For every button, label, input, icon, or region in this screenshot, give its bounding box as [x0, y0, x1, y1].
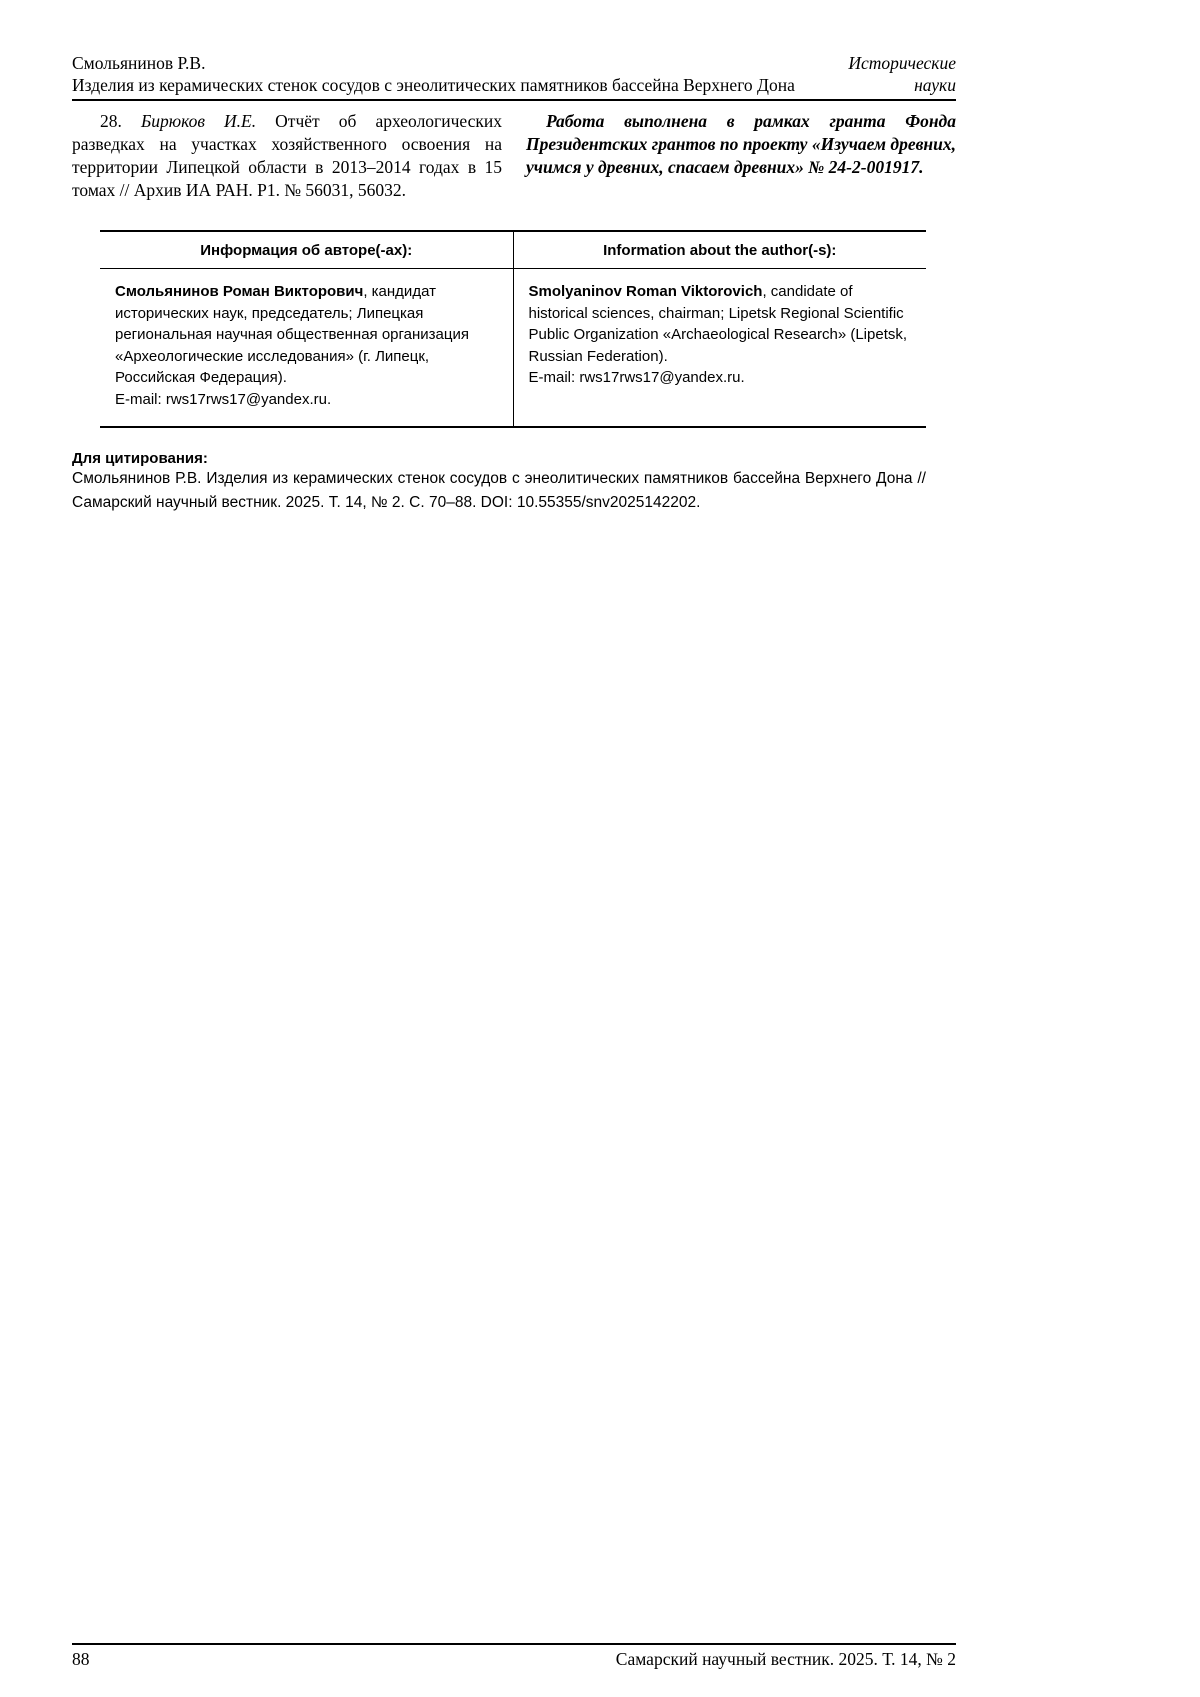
author-bio-en	[529, 281, 912, 367]
citation-text: Смольянинов Р.В. Изделия из керамических стенок сосудов с энеолитических памятников бассейна Верхнего Дона // Самарский научный вестник. 2025. Т. 14, № 2. С. 70–88. DOI: 10.55355/snv2025142202.	[72, 470, 926, 511]
authors-table-header-ru: Информация об авторе(-ах):	[100, 232, 514, 268]
author-name-en: Smolyaninov Roman Viktorovich	[528, 283, 763, 300]
running-head-title: Изделия из керамических стенок сосудов с энеолитических памятников бассейна Верхнего Дона	[72, 75, 795, 95]
page-number: 88	[72, 1649, 90, 1669]
author-affiliation-en: , candidate of historical sciences, chairman; Lipetsk Regional Scientific Public Organization «Archaeological Research» (Lipetsk, Russian Federation).	[528, 283, 908, 365]
page-footer	[72, 1643, 956, 1670]
author-email-en: E-mail: rws17rws17@yandex.ru.	[528, 369, 745, 386]
citation-block	[72, 450, 956, 515]
two-column-block	[72, 110, 956, 202]
authors-table-header-en: Information about the author(-s):	[603, 242, 837, 259]
right-column	[526, 110, 956, 202]
grant-acknowledgement: Работа выполнена в рамках гранта Фонда Президентских грантов по проекту «Изучаем древних, учимся у древних, спасаем древних» № 24-2-001917.	[526, 111, 956, 177]
reference-number: 28.	[100, 111, 141, 131]
reference-author: Бирюков И.Е.	[140, 111, 257, 131]
running-head-section-top: Исторические	[848, 53, 956, 73]
running-head-line-2	[72, 74, 956, 96]
author-info-ru	[100, 269, 514, 426]
left-column	[72, 110, 502, 202]
running-head	[72, 52, 956, 101]
running-head-author: Смольянинов Р.В.	[72, 53, 206, 73]
author-info-en	[514, 269, 927, 426]
authors-table-header-row	[100, 232, 926, 269]
citation-label: Для цитирования:	[72, 450, 208, 467]
author-name-ru: Смольянинов Роман Викторович	[115, 283, 364, 300]
reference-text: Отчёт об археологических разведках на участках хозяйственного освоения на территории Липецкой области в 2013–2014 годах в 15 томах // Архив ИА РАН. Р1. № 56031, 56032.	[72, 111, 502, 200]
reference-item-28	[72, 110, 502, 202]
running-head-section-bottom: науки	[914, 75, 956, 95]
author-email-ru: E-mail: rws17rws17@yandex.ru.	[115, 390, 332, 408]
author-affiliation-ru: , кандидат исторических наук, председатель; Липецкая региональная научная общественная организация «Археологические исследования» (г. Липецк, Российская Федерация).	[115, 283, 469, 386]
authors-table-body-row	[100, 269, 926, 426]
author-bio-ru	[115, 281, 498, 389]
page-content	[72, 52, 956, 515]
running-head-line-1	[72, 52, 956, 74]
authors-info-table	[100, 230, 926, 428]
footer-journal-reference: Самарский научный вестник. 2025. Т. 14, № 2	[615, 1649, 956, 1669]
